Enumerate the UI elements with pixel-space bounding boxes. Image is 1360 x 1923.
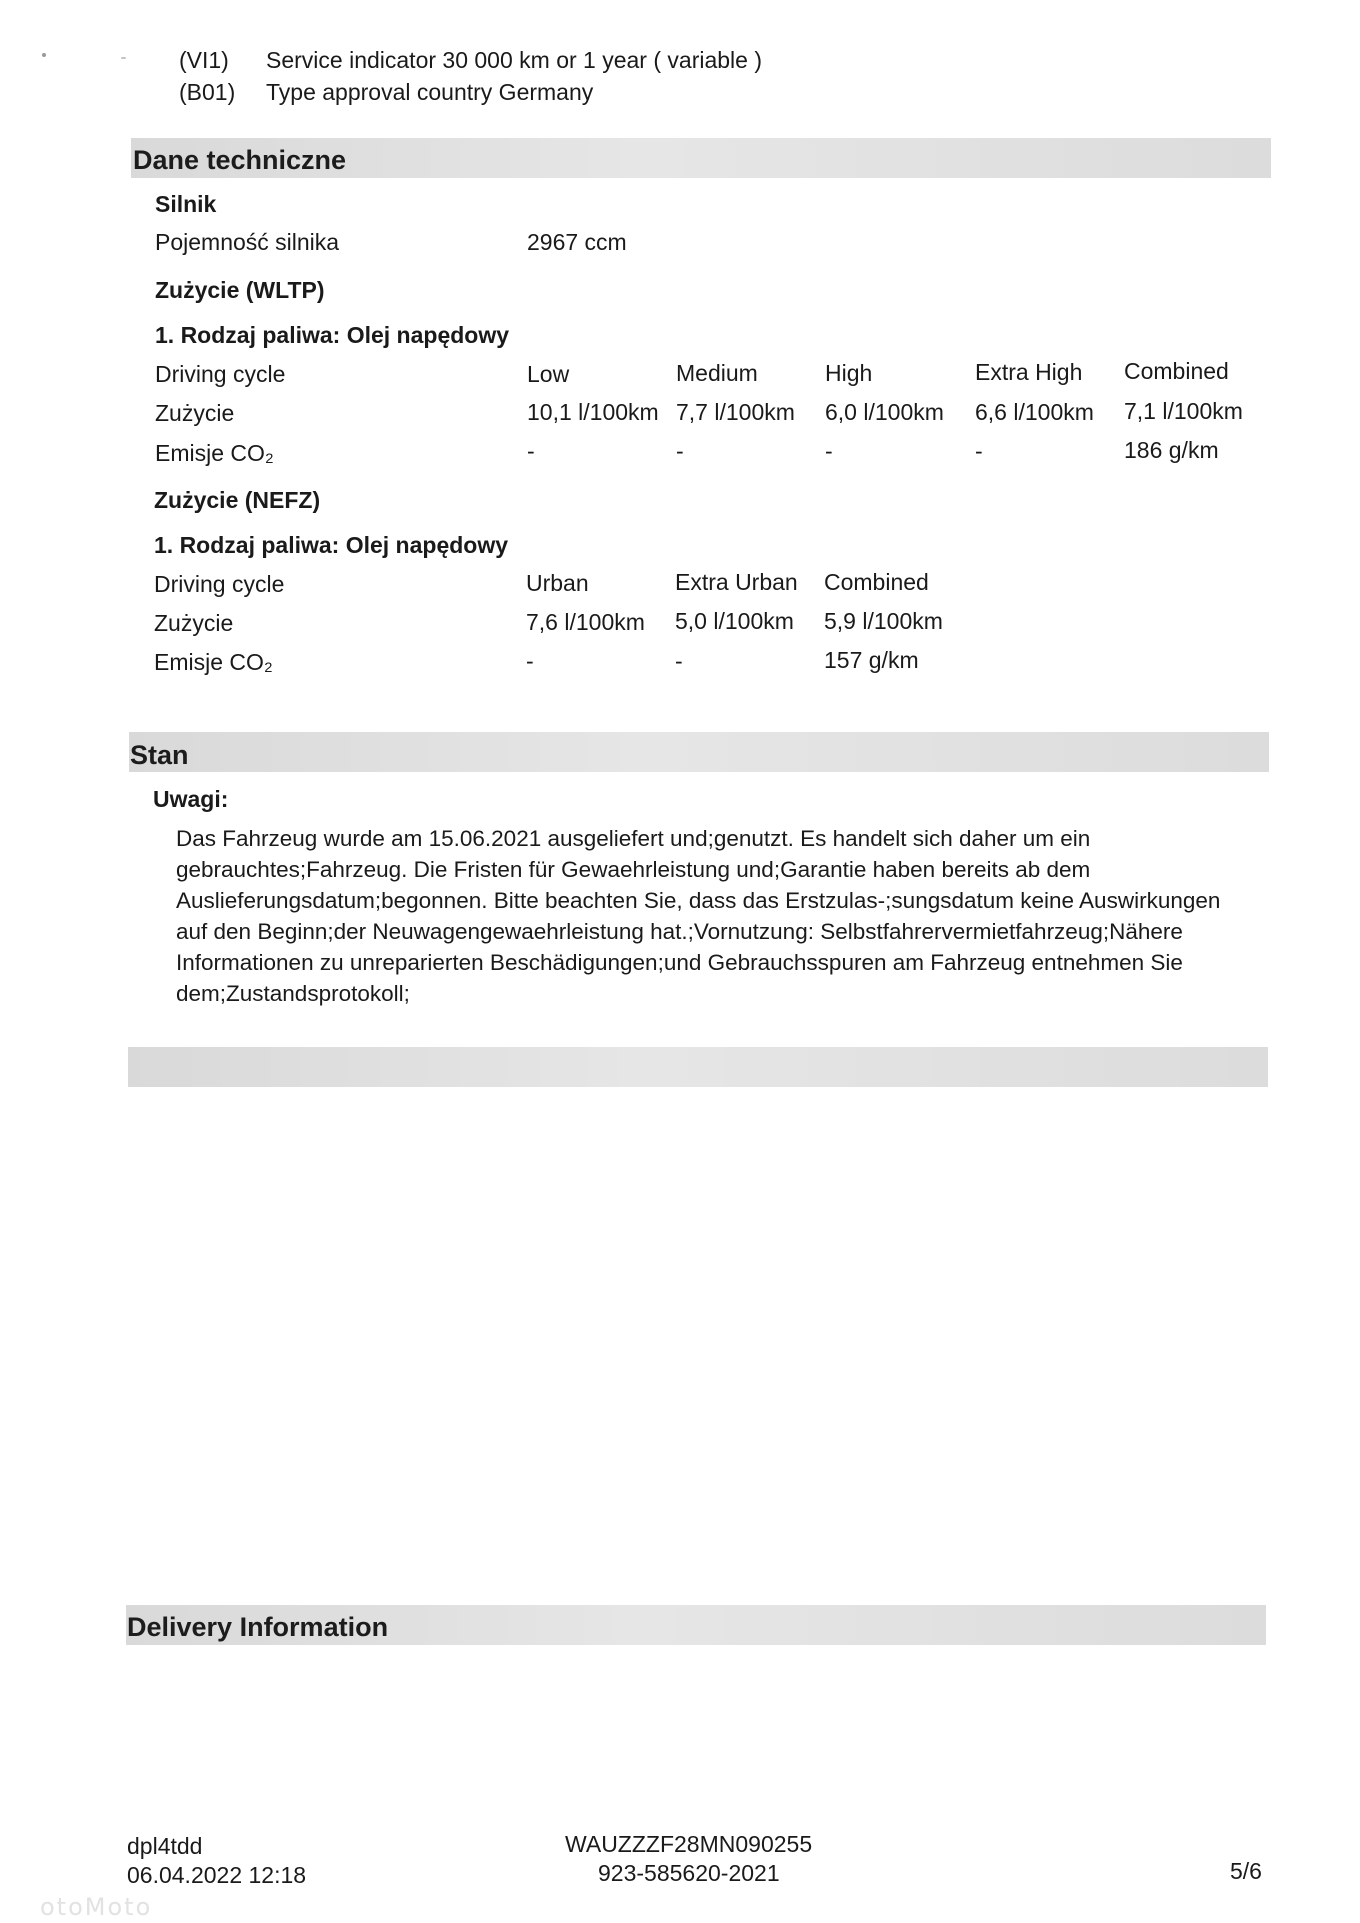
- wltp-row-label: Emisje CO₂: [155, 440, 274, 466]
- section-bar-empty: [128, 1047, 1268, 1087]
- wltp-cell: -: [975, 438, 983, 464]
- nefz-cell: 157 g/km: [824, 647, 919, 673]
- wltp-cell: Combined: [1124, 358, 1229, 384]
- nefz-heading: Zużycie (NEFZ): [154, 487, 321, 513]
- wltp-cell: 186 g/km: [1124, 437, 1219, 463]
- nefz-fuel-type: 1. Rodzaj paliwa: Olej napędowy: [154, 532, 509, 558]
- wltp-cell: Extra High: [975, 359, 1083, 385]
- wltp-cell: 6,6 l/100km: [975, 399, 1094, 425]
- section-title-technical: Dane techniczne: [133, 145, 347, 175]
- scan-mark: [42, 53, 46, 57]
- remarks-line: Das Fahrzeug wurde am 15.06.2021 ausgeliefert und;genutzt. Es handelt sich daher um ein: [176, 826, 1091, 851]
- wltp-cell: High: [825, 360, 873, 386]
- wltp-fuel-type: 1. Rodzaj paliwa: Olej napędowy: [155, 322, 510, 348]
- wltp-heading: Zużycie (WLTP): [155, 277, 325, 303]
- displacement-value: 2967 ccm: [527, 229, 627, 255]
- wltp-cell: -: [676, 438, 684, 464]
- wltp-cell: Low: [527, 361, 570, 387]
- wltp-row-label: Driving cycle: [155, 361, 286, 387]
- wltp-cell: 10,1 l/100km: [527, 399, 659, 425]
- wltp-cell: -: [825, 438, 833, 464]
- section-title-state: Stan: [130, 740, 189, 770]
- remarks-line: auf den Beginn;der Neuwagengewaehrleistung hat.;Vornutzung: Selbstfahrervermietfahrzeug;Nähere: [176, 919, 1183, 944]
- scan-mark: [121, 57, 126, 59]
- wltp-cell: 7,7 l/100km: [676, 399, 795, 425]
- option-code: (B01): [179, 79, 236, 105]
- option-code: (VI1): [179, 47, 229, 73]
- section-bar-state: [129, 732, 1269, 772]
- nefz-cell: 5,9 l/100km: [824, 608, 943, 634]
- engine-heading: Silnik: [155, 191, 217, 217]
- wltp-row-label: Zużycie: [155, 400, 235, 426]
- footer-vin: WAUZZZF28MN090255: [565, 1831, 813, 1857]
- watermark: otoMoto: [40, 1893, 153, 1921]
- remarks-label: Uwagi:: [153, 786, 229, 812]
- displacement-label: Pojemność silnika: [155, 229, 340, 255]
- nefz-cell: 5,0 l/100km: [675, 608, 794, 634]
- nefz-row-label: Zużycie: [154, 610, 234, 636]
- wltp-cell: -: [527, 438, 535, 464]
- section-title-delivery: Delivery Information: [127, 1612, 389, 1642]
- nefz-row-label: Emisje CO₂: [154, 649, 273, 675]
- footer-doc-number: 923-585620-2021: [598, 1860, 780, 1886]
- footer-datetime: 06.04.2022 12:18: [127, 1862, 307, 1888]
- wltp-cell: Medium: [676, 360, 758, 386]
- remarks-line: Informationen zu unreparierten Beschädigungen;und Gebrauchsspuren am Fahrzeug entnehmen Sie: [176, 950, 1183, 975]
- nefz-cell: Combined: [824, 569, 929, 595]
- footer-page-number: 5/6: [1230, 1858, 1262, 1884]
- remarks-line: Auslieferungsdatum;begonnen. Bitte beachten Sie, dass das Erstzulas-;sungsdatum keine Auswirkungen: [176, 888, 1221, 913]
- nefz-cell: -: [675, 648, 683, 674]
- remarks-text: [176, 823, 1256, 1009]
- wltp-cell: 6,0 l/100km: [825, 399, 944, 425]
- option-text: Service indicator 30 000 km or 1 year ( variable ): [266, 47, 762, 73]
- nefz-cell: 7,6 l/100km: [526, 609, 645, 635]
- nefz-cell: -: [526, 648, 534, 674]
- remarks-line: dem;Zustandsprotokoll;: [176, 981, 410, 1006]
- wltp-cell: 7,1 l/100km: [1124, 398, 1243, 424]
- remarks-line: gebrauchtes;Fahrzeug. Die Fristen für Gewaehrleistung und;Garantie haben bereits ab dem: [176, 857, 1091, 882]
- nefz-cell: Extra Urban: [675, 569, 798, 595]
- nefz-cell: Urban: [526, 570, 589, 596]
- option-text: Type approval country Germany: [266, 79, 594, 105]
- nefz-row-label: Driving cycle: [154, 571, 285, 597]
- footer-user: dpl4tdd: [127, 1833, 203, 1859]
